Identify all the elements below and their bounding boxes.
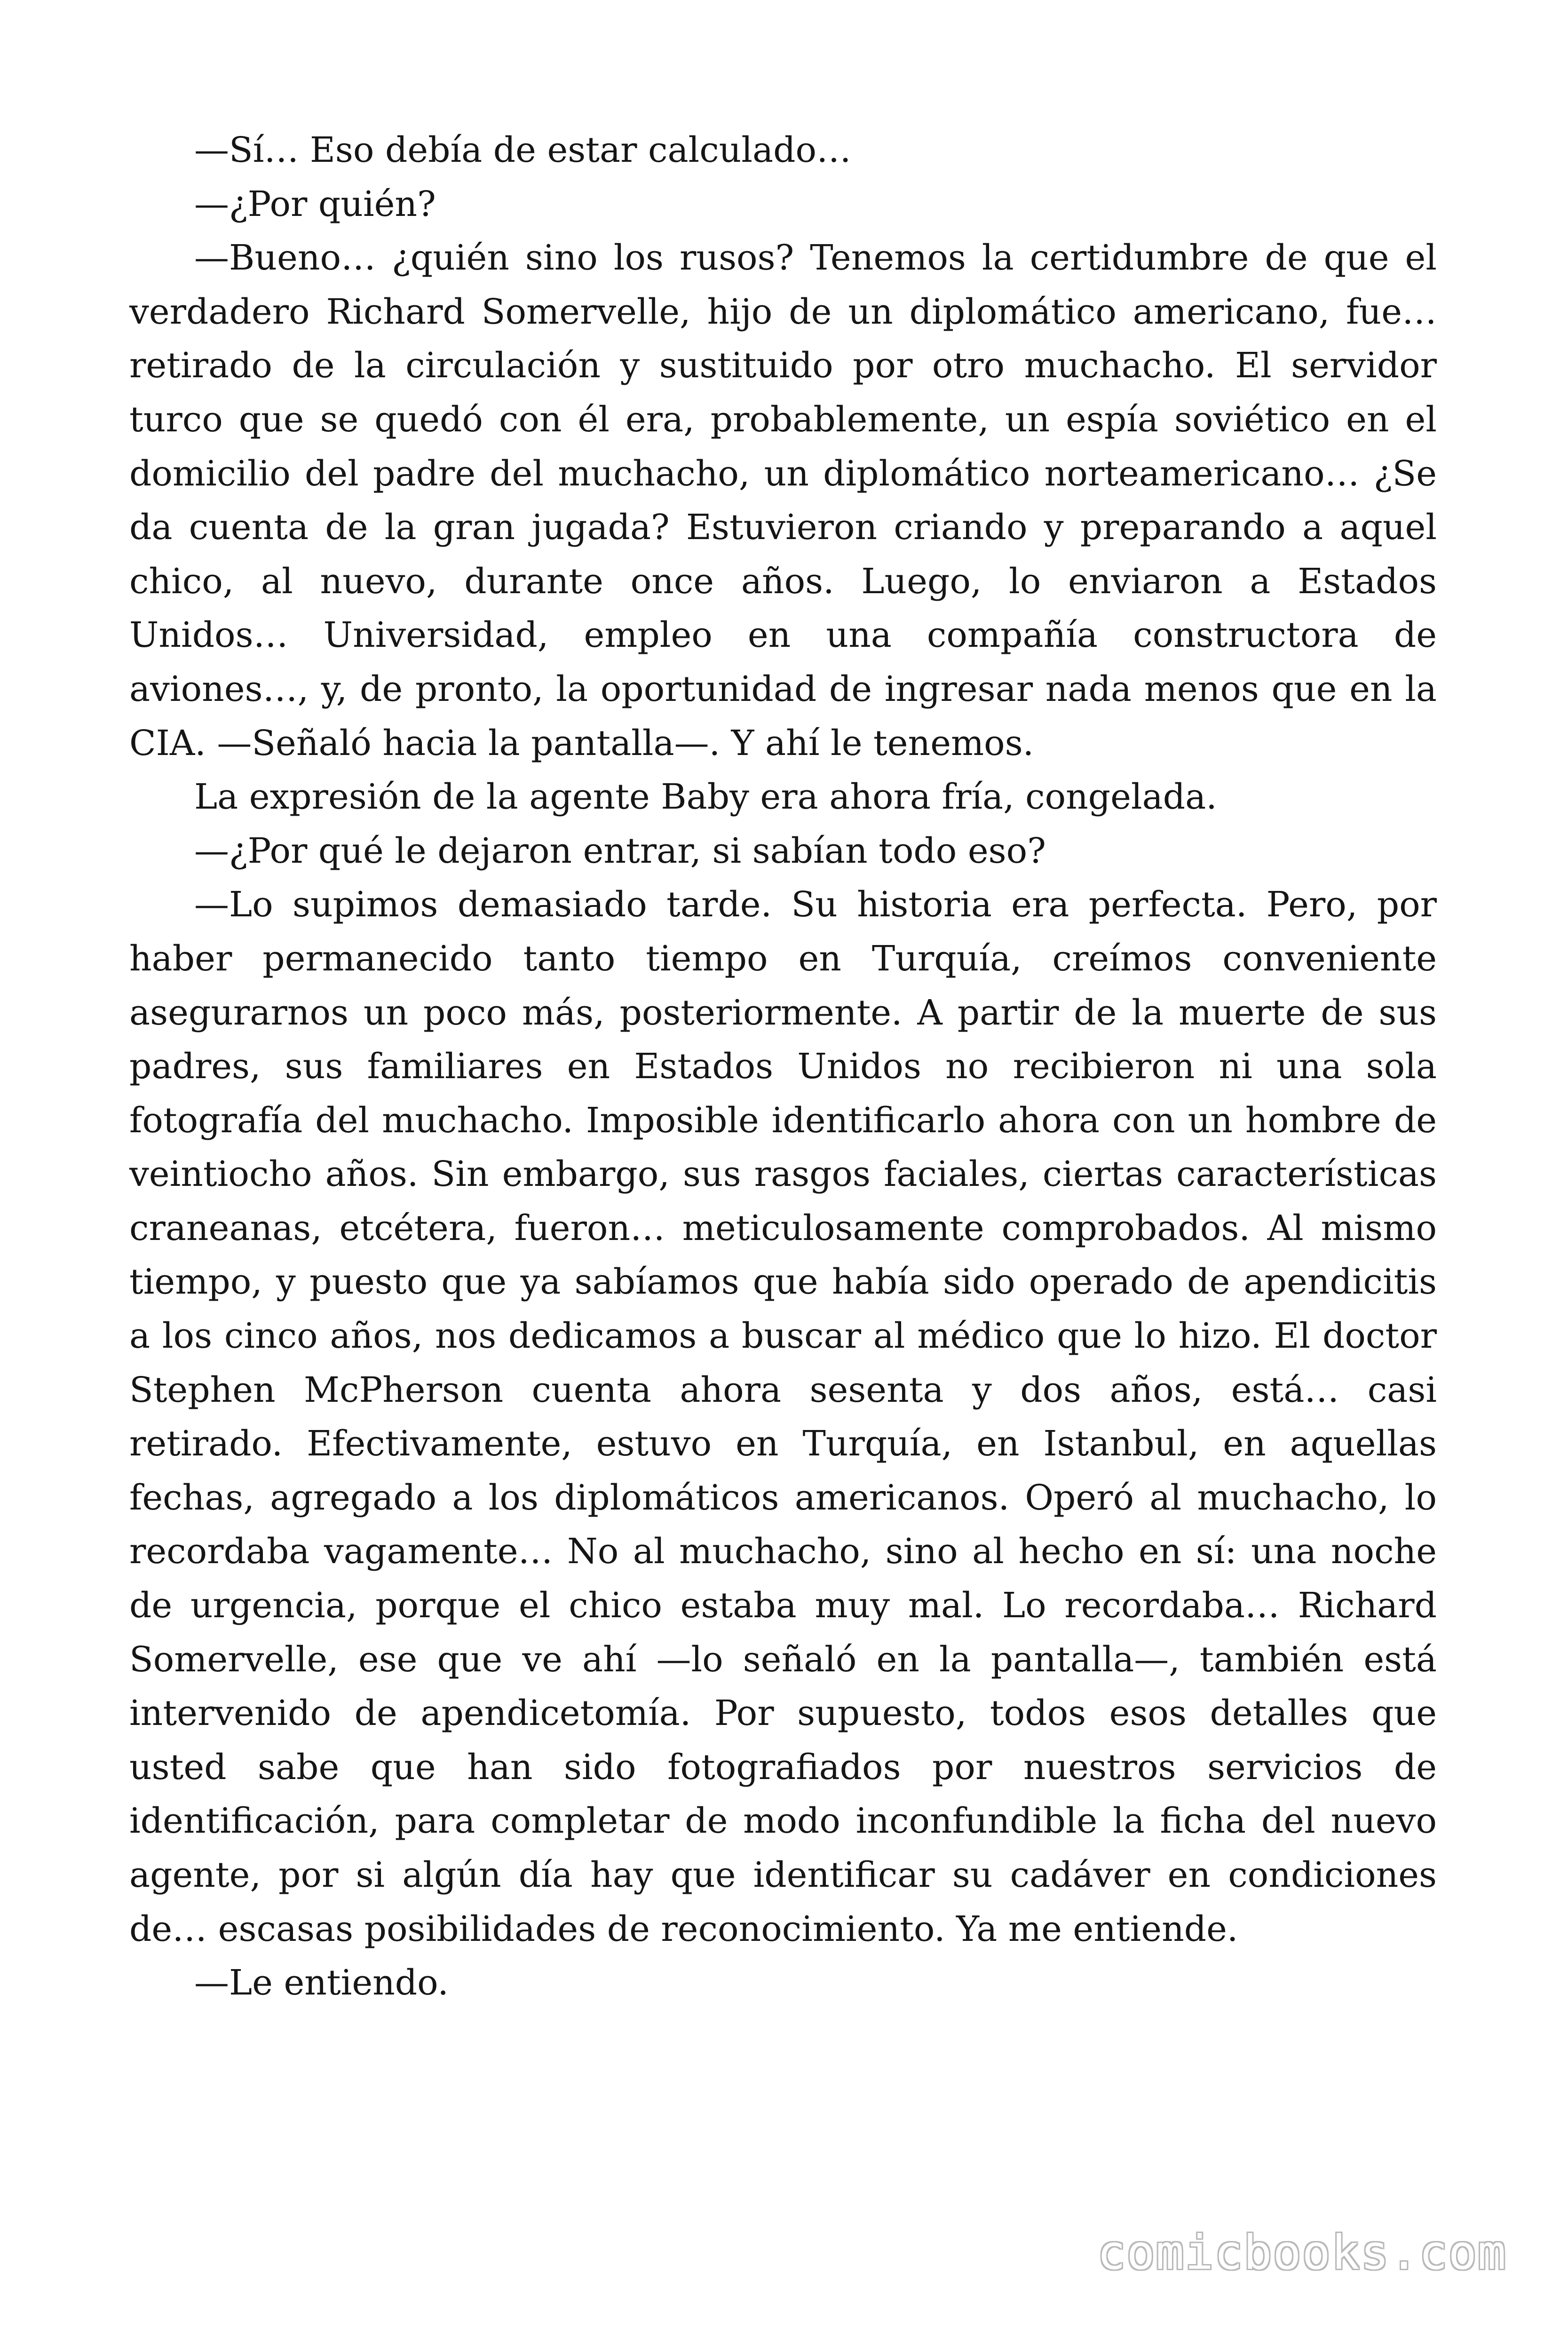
paragraph-4: La expresión de la agente Baby era ahora fría, congelada. [194, 777, 1217, 818]
paragraph-7: —Le entiendo. [194, 1963, 449, 2003]
paragraph-1: —Sí… Eso debía de estar calculado… [194, 130, 852, 170]
paragraph-2: —¿Por quién? [194, 183, 436, 224]
paragraph-3: —Bueno… ¿quién sino los rusos? Tenemos la certidumbre de que el verdadero Richard Somervelle, hijo de un diplomático americano, fue… retirado de la circulación y sustituido por otro muchacho. El servidor turco que se quedó con él era, probablemente, un espía soviético en el domicilio del padre del muchacho, un diplomático norteamericano… ¿Se da cuenta de la gran jugada? Estuvieron criando y preparando a aquel chico, al nuevo, durante once años. Luego, lo enviaron a Estados Unidos… Universidad, empleo en una compañía constructora de aviones…, y, de pronto, la oportunidad de ingresar nada menos que en la CIA. —Señaló hacia la pantalla—. Y ahí le tenemos. [129, 238, 1437, 763]
paragraph-6: —Lo supimos demasiado tarde. Su historia era perfecta. Pero, por haber permanecido tanto tiempo en Turquía, creímos conveniente asegurarnos un poco más, posteriormente. A partir de la muerte de sus padres, sus familiares en Estados Unidos no recibieron ni una sola fotografía del muchacho. Imposible identificarlo ahora con un hombre de veintiocho años. Sin embargo, sus rasgos faciales, ciertas características craneanas, etcétera, fueron… meticulosamente comprobados. Al mismo tiempo, y puesto que ya sabíamos que había sido operado de apendicitis a los cinco años, nos dedicamos a buscar al médico que lo hizo. El doctor Stephen McPherson cuenta ahora sesenta y dos años, está… casi retirado. Efectivamente, estuvo en Turquía, en Istanbul, en aquellas fechas, agregado a los diplomáticos americanos. Operó al muchacho, lo recordaba vagamente… No al muchacho, sino al hecho en sí: una noche de urgencia, porque el chico estaba muy mal. Lo recordaba… Richard Somervelle, ese que ve ahí —lo señaló en la pantalla—, también está intervenido de apendicetomía. Por supuesto, todos esos detalles que usted sabe que han sido fotografiados por nuestros servicios de identificación, para completar de modo inconfundible la ficha del nuevo agente, por si algún día hay que identificar su cadáver en condiciones de… escasas posibilidades de reconocimiento. Ya me entiende. [129, 884, 1437, 1949]
book-page-text [129, 123, 1437, 2010]
paragraph-5: —¿Por qué le dejaron entrar, si sabían todo eso? [194, 830, 1046, 871]
watermark: comicbooks.com [1097, 2225, 1507, 2280]
